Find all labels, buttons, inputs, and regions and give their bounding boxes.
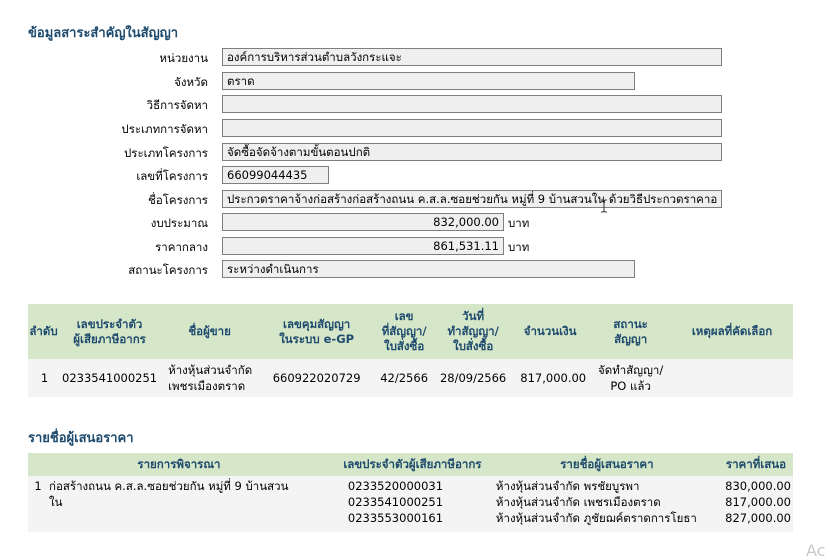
- col-reason-header: เหตุผลที่คัดเลือก: [671, 304, 793, 359]
- procurement-method-field: [222, 95, 722, 113]
- project-status-field: ระหว่างดำเนินการ: [222, 260, 635, 278]
- col-tax-id-header: เลขประจำตัว ผู้เสียภาษีอากร: [61, 304, 158, 359]
- row-seller: ห้างหุ้นส่วนจำกัด เพชรเมืองตราด: [158, 359, 261, 397]
- median-price-unit: บาท: [508, 240, 530, 254]
- agency-label: หน่วยงาน: [159, 51, 208, 65]
- row-tax-id: 0233541000251: [61, 359, 158, 397]
- bid-tax-id-list: [330, 476, 495, 532]
- median-price-field: 861,531.11: [222, 237, 504, 255]
- row-contract-date: 28/09/2566: [436, 359, 510, 397]
- bidders-table: [28, 453, 793, 532]
- bid-price: 817,000.00: [725, 495, 791, 509]
- procurement-type-label: ประเภทการจัดหา: [121, 122, 208, 136]
- bid-price: 827,000.00: [725, 511, 791, 525]
- bid-bidder-name: ห้างหุ้นส่วนจำกัด พรชัยบูรพา: [495, 479, 640, 493]
- province-label: จังหวัด: [174, 75, 208, 89]
- project-name-label: ชื่อโครงการ: [148, 193, 208, 207]
- agency-field: องค์การบริหารส่วนตำบลวังกระแจะ: [222, 48, 722, 66]
- project-number-field: 66099044435: [222, 166, 329, 184]
- contract-table: [28, 304, 793, 397]
- bid-price-list: [719, 476, 793, 532]
- col-bidder-name-header: รายชื่อผู้เสนอราคา: [495, 453, 719, 476]
- province-field: ตราด: [222, 72, 635, 90]
- bid-bidder-list: [495, 476, 719, 532]
- col-bidder-tax-id-header: เลขประจำตัวผู้เสียภาษีอากร: [330, 453, 495, 476]
- row-reason: [671, 359, 793, 397]
- contract-section-title: ข้อมูลสาระสำคัญในสัญญา: [28, 26, 179, 41]
- bid-price: 830,000.00: [725, 479, 791, 493]
- contract-table-row: [28, 359, 793, 397]
- col-amount-header: จำนวนเงิน: [510, 304, 590, 359]
- project-number-label: เลขที่โครงการ: [136, 169, 208, 183]
- bidders-table-header-row: [28, 453, 793, 476]
- bid-tax-id: 0233553000161: [347, 511, 444, 525]
- procurement-type-field: [222, 119, 722, 137]
- col-item-header: รายการพิจารณา: [28, 453, 330, 476]
- col-egp-number-header: เลขคุมสัญญา ในระบบ e-GP: [261, 304, 372, 359]
- bid-tax-id: 0233541000251: [347, 495, 444, 509]
- col-contract-date-header: วันที่ ทำสัญญา/ ใบสั่งซื้อ: [436, 304, 510, 359]
- procurement-method-label: วิธีการจัดหา: [146, 98, 208, 112]
- budget-unit: บาท: [508, 216, 530, 230]
- project-name-field: ประกวดราคาจ้างก่อสร้างก่อสร้างถนน ค.ส.ล.ซอยช่วยกัน หมู่ที่ 9 บ้านสวนใน ด้วยวิธีประกวดราคาอ: [222, 190, 722, 208]
- row-seq: 1: [28, 359, 61, 397]
- budget-field: 832,000.00: [222, 213, 504, 231]
- project-status-label: สถานะโครงการ: [128, 263, 208, 277]
- bid-bidder-name: ห้างหุ้นส่วนจำกัด ภูชัยฌค์ตราดการโยธา: [495, 511, 697, 525]
- col-contract-no-header: เลข ที่สัญญา/ ใบสั่งซื้อ: [372, 304, 436, 359]
- bid-item-seq: 1: [28, 476, 48, 532]
- contract-table-header-row: [28, 304, 793, 359]
- row-egp-number: 660922020729: [261, 359, 372, 397]
- bid-tax-id: 0233520000031: [347, 479, 444, 493]
- col-seller-header: ชื่อผู้ขาย: [158, 304, 261, 359]
- row-status: จัดทำสัญญา/ PO แล้ว: [590, 359, 671, 397]
- col-seq-header: ลำดับ: [28, 304, 61, 359]
- activate-watermark-text: Ac: [806, 541, 826, 560]
- col-status-header: สถานะ สัญญา: [590, 304, 671, 359]
- row-amount: 817,000.00: [510, 359, 590, 397]
- row-contract-no: 42/2566: [372, 359, 436, 397]
- project-type-label: ประเภทโครงการ: [123, 146, 208, 160]
- col-price-header: ราคาที่เสนอ: [719, 453, 793, 476]
- budget-label: งบประมาณ: [150, 216, 208, 230]
- text-cursor-icon: [600, 199, 608, 213]
- bidders-section-title: รายชื่อผู้เสนอราคา: [28, 431, 134, 446]
- project-type-field: จัดซื้อจัดจ้างตามขั้นตอนปกติ: [222, 143, 722, 161]
- bidders-table-row: [28, 476, 793, 532]
- bid-bidder-name: ห้างหุ้นส่วนจำกัด เพชรเมืองตราด: [495, 495, 661, 509]
- median-price-label: ราคากลาง: [155, 240, 208, 254]
- bid-item-description: ก่อสร้างถนน ค.ส.ล.ซอยช่วยกัน หมู่ที่ 9 บ้านสวน ใน: [48, 476, 330, 532]
